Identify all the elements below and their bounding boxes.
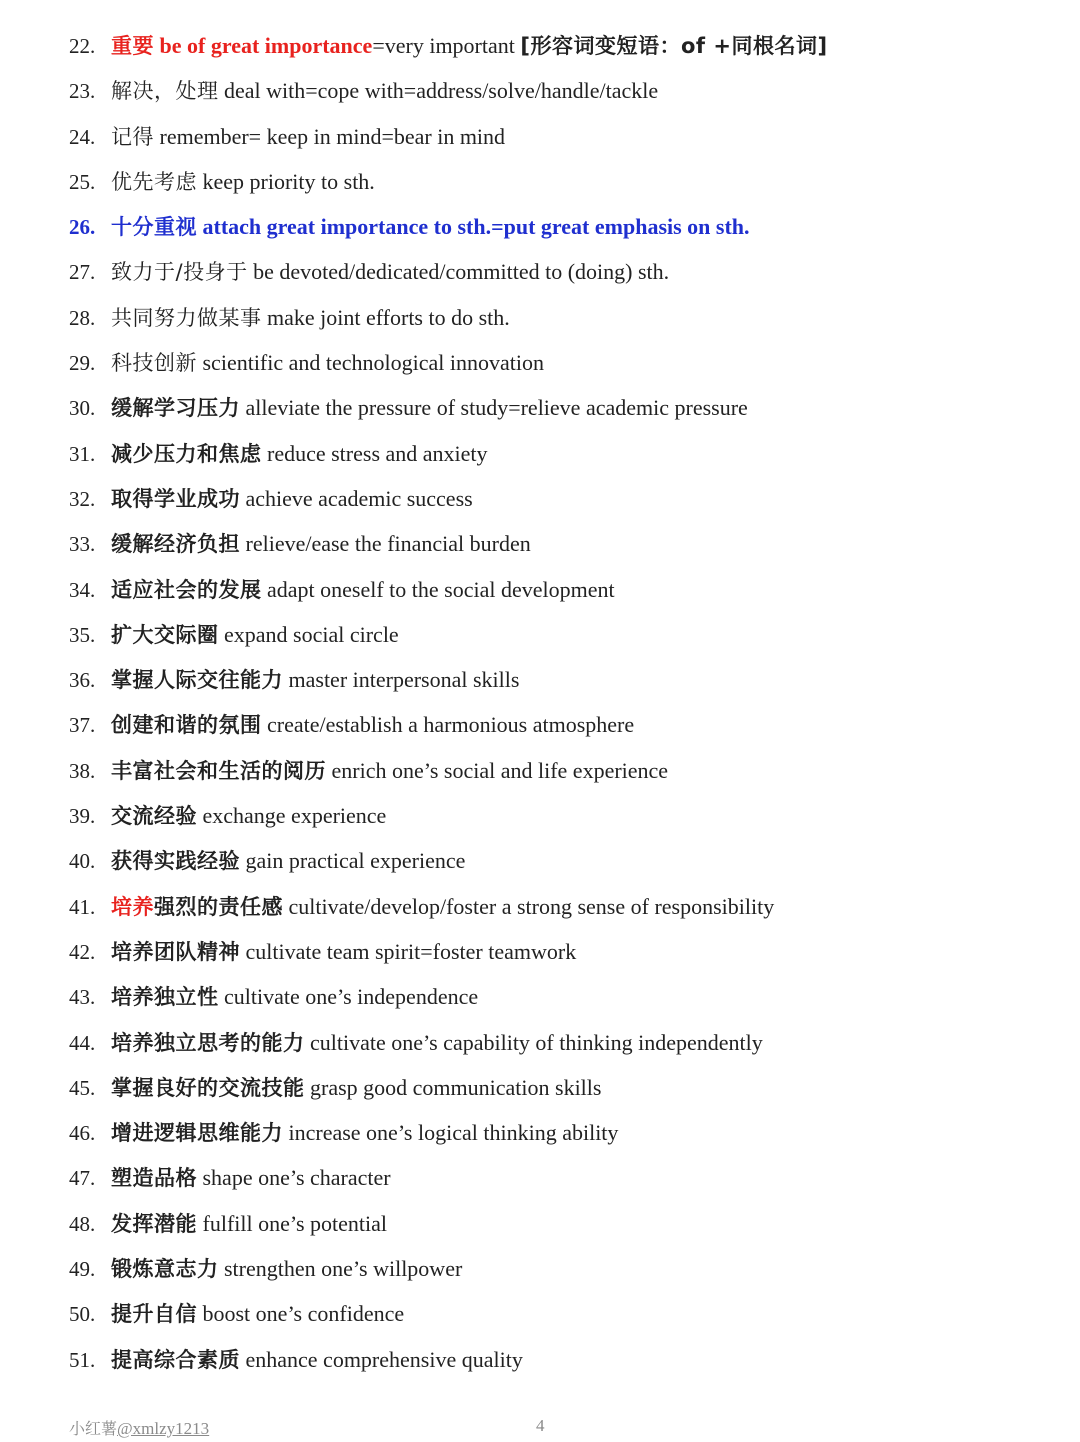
item-chinese: 培养独立思考的能力 xyxy=(111,1030,305,1055)
item-english: be devoted/dedicated/committed to (doing) sth. xyxy=(247,259,670,285)
item-number: 51. xyxy=(69,1347,96,1372)
list-item xyxy=(69,702,1049,747)
list-item xyxy=(69,476,1049,521)
item-english: deal with=cope with=address/solve/handle/tackle xyxy=(218,78,659,104)
item-english: gain practical experience xyxy=(240,848,466,874)
list-item xyxy=(69,1337,1049,1382)
list-item xyxy=(69,521,1049,566)
item-number: 34. xyxy=(69,577,96,602)
item-number: 35. xyxy=(69,622,96,647)
item-chinese: 取得学业成功 xyxy=(111,486,240,511)
item-chinese: 重要 xyxy=(111,34,154,58)
item-english: increase one’s logical thinking ability xyxy=(283,1120,619,1146)
item-number: 33. xyxy=(69,532,96,557)
list-item xyxy=(69,748,1049,793)
item-chinese: 锻炼意志力 xyxy=(111,1257,219,1282)
item-chinese: 丰富社会和生活的阅历 xyxy=(111,758,326,783)
item-chinese: 致力于/投身于 xyxy=(111,260,248,285)
list-item xyxy=(69,385,1049,430)
list-item xyxy=(69,340,1049,385)
item-english-highlight: be of great importance xyxy=(154,33,373,58)
item-number: 48. xyxy=(69,1211,96,1236)
item-number: 41. xyxy=(69,894,96,919)
item-chinese: 掌握人际交往能力 xyxy=(111,668,283,693)
item-number: 26. xyxy=(69,215,96,240)
item-english: scientific and technological innovation xyxy=(197,350,545,376)
item-chinese: 缓解学习压力 xyxy=(111,396,240,421)
item-chinese: 强烈的责任感 xyxy=(154,894,283,919)
list-item xyxy=(69,657,1049,702)
page-footer xyxy=(69,1416,1029,1442)
item-number: 47. xyxy=(69,1166,96,1191)
item-number: 29. xyxy=(69,351,96,376)
item-english: attach great importance to sth.=put great emphasis on sth. xyxy=(197,214,750,240)
item-note: [形容词变短语：of +同根名词] xyxy=(520,34,828,58)
item-number: 30. xyxy=(69,396,96,421)
list-item xyxy=(69,612,1049,657)
list-item xyxy=(69,793,1049,838)
list-item xyxy=(69,1155,1049,1200)
item-chinese: 扩大交际圈 xyxy=(111,622,219,647)
item-number: 37. xyxy=(69,713,96,738)
item-number: 39. xyxy=(69,804,96,829)
list-item xyxy=(69,567,1049,612)
list-item xyxy=(69,68,1049,113)
item-number: 23. xyxy=(69,79,96,104)
item-chinese-highlight: 培养 xyxy=(111,894,154,919)
list-item xyxy=(69,1065,1049,1110)
list-item xyxy=(69,114,1049,159)
item-english: remember= keep in mind=bear in mind xyxy=(154,123,506,149)
list-item xyxy=(69,23,1049,68)
author-handle xyxy=(69,1416,209,1439)
item-chinese: 缓解经济负担 xyxy=(111,532,240,557)
list-item xyxy=(69,974,1049,1019)
list-item-highlighted xyxy=(69,204,1049,249)
item-number: 38. xyxy=(69,758,96,783)
item-chinese: 掌握良好的交流技能 xyxy=(111,1075,305,1100)
item-english: adapt oneself to the social development xyxy=(261,576,615,602)
item-chinese: 提高综合素质 xyxy=(111,1347,240,1372)
item-number: 46. xyxy=(69,1121,96,1146)
phrase-list xyxy=(69,23,1049,1382)
item-english: grasp good communication skills xyxy=(304,1074,602,1100)
item-english: master interpersonal skills xyxy=(283,667,520,693)
item-number: 44. xyxy=(69,1030,96,1055)
item-number: 42. xyxy=(69,939,96,964)
item-number: 36. xyxy=(69,668,96,693)
item-english: enhance comprehensive quality xyxy=(240,1346,523,1372)
item-number: 31. xyxy=(69,441,96,466)
item-chinese: 减少压力和焦虑 xyxy=(111,441,262,466)
item-number: 27. xyxy=(69,260,96,285)
item-english: cultivate one’s capability of thinking independently xyxy=(304,1029,763,1055)
item-chinese: 培养团队精神 xyxy=(111,939,240,964)
item-chinese: 交流经验 xyxy=(111,804,197,829)
list-item xyxy=(69,1201,1049,1246)
list-item xyxy=(69,249,1049,294)
item-english: cultivate one’s independence xyxy=(218,984,479,1010)
list-item xyxy=(69,295,1049,340)
item-chinese: 优先考虑 xyxy=(111,169,197,194)
item-chinese: 记得 xyxy=(111,124,154,149)
item-english: make joint efforts to do sth. xyxy=(261,304,510,330)
item-english: cultivate team spirit=foster teamwork xyxy=(240,938,577,964)
item-chinese: 十分重视 xyxy=(111,215,197,240)
item-english: boost one’s confidence xyxy=(197,1301,405,1327)
item-number: 24. xyxy=(69,124,96,149)
list-item xyxy=(69,884,1049,929)
item-english: relieve/ease the financial burden xyxy=(240,531,531,557)
item-english: fulfill one’s potential xyxy=(197,1210,388,1236)
list-item xyxy=(69,1110,1049,1155)
item-english: shape one’s character xyxy=(197,1165,391,1191)
item-chinese: 增进逻辑思维能力 xyxy=(111,1121,283,1146)
list-item xyxy=(69,431,1049,476)
item-english: exchange experience xyxy=(197,803,387,829)
handle-chinese: 小红薯 xyxy=(69,1419,118,1438)
item-chinese: 发挥潜能 xyxy=(111,1211,197,1236)
item-english: expand social circle xyxy=(218,621,399,647)
item-chinese: 解决，处理 xyxy=(111,79,219,104)
list-item xyxy=(69,1291,1049,1336)
item-number: 49. xyxy=(69,1257,96,1282)
item-english: alleviate the pressure of study=relieve academic pressure xyxy=(240,395,748,421)
item-english: reduce stress and anxiety xyxy=(261,440,488,466)
item-english: keep priority to sth. xyxy=(197,168,375,194)
item-number: 43. xyxy=(69,985,96,1010)
item-number: 32. xyxy=(69,486,96,511)
item-chinese: 塑造品格 xyxy=(111,1166,197,1191)
page-number: 4 xyxy=(536,1416,545,1435)
item-english: enrich one’s social and life experience xyxy=(326,757,669,783)
item-number: 28. xyxy=(69,305,96,330)
item-number: 40. xyxy=(69,849,96,874)
item-number: 22. xyxy=(69,34,96,58)
item-english: cultivate/develop/foster a strong sense of responsibility xyxy=(283,893,775,919)
handle-id: @xmlzy1213 xyxy=(117,1419,210,1438)
list-item xyxy=(69,1020,1049,1065)
item-chinese: 科技创新 xyxy=(111,351,197,376)
item-chinese: 适应社会的发展 xyxy=(111,577,262,602)
item-chinese: 共同努力做某事 xyxy=(111,305,262,330)
item-chinese: 培养独立性 xyxy=(111,985,219,1010)
item-chinese: 提升自信 xyxy=(111,1302,197,1327)
list-item xyxy=(69,159,1049,204)
item-english: strengthen one’s willpower xyxy=(218,1256,463,1282)
item-english: achieve academic success xyxy=(240,485,473,511)
list-item xyxy=(69,838,1049,883)
item-english: create/establish a harmonious atmosphere xyxy=(261,712,635,738)
item-number: 45. xyxy=(69,1075,96,1100)
list-item xyxy=(69,929,1049,974)
item-chinese: 创建和谐的氛围 xyxy=(111,713,262,738)
list-item xyxy=(69,1246,1049,1291)
item-number: 50. xyxy=(69,1302,96,1327)
item-number: 25. xyxy=(69,169,96,194)
item-chinese: 获得实践经验 xyxy=(111,849,240,874)
item-english: =very important xyxy=(372,33,521,58)
